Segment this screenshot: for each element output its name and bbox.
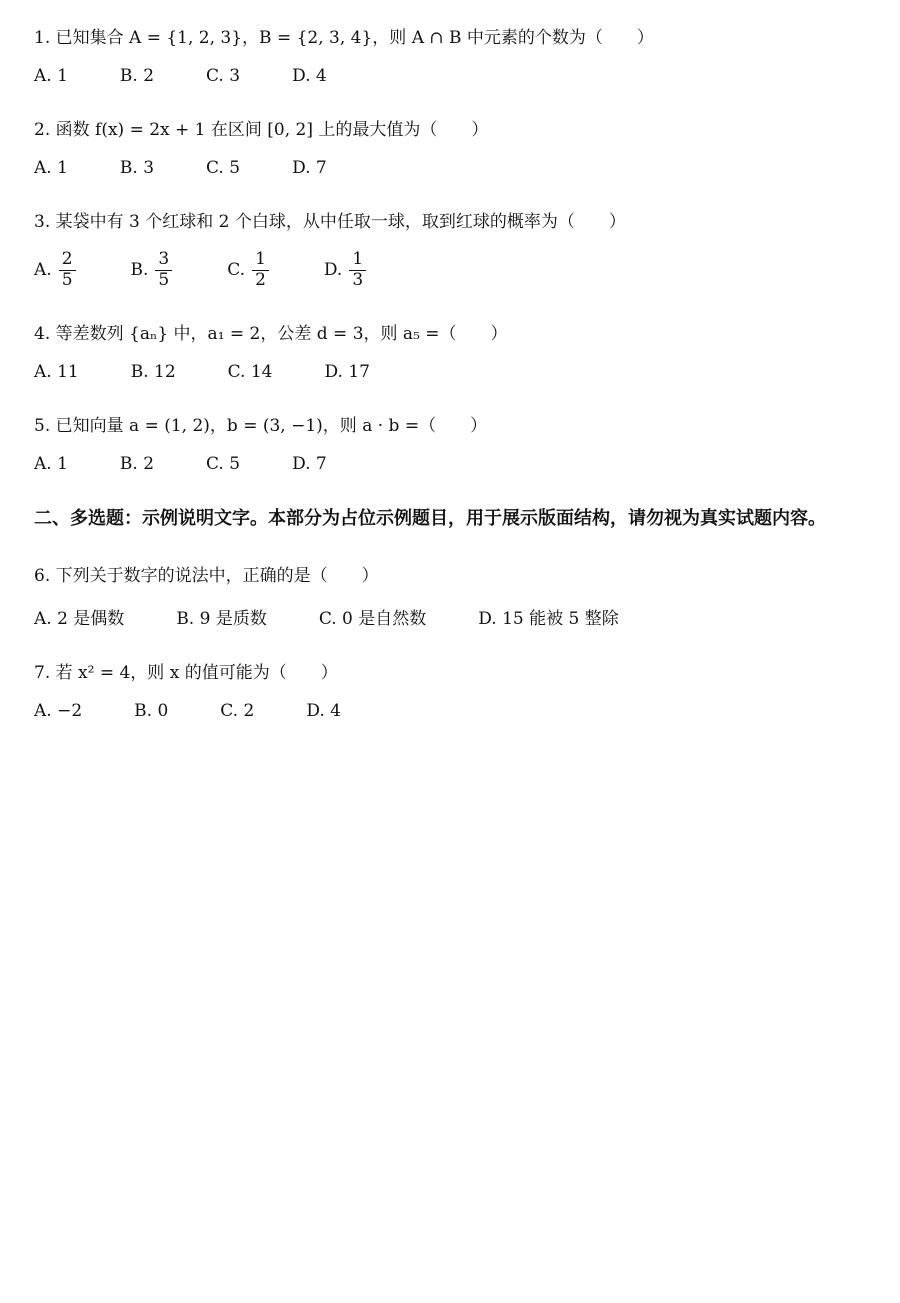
denominator: 5	[61, 269, 73, 290]
option-d: D. 7	[292, 158, 327, 178]
option-d: D. 7	[292, 454, 327, 475]
option-a: A. 2 是偶数	[34, 609, 125, 630]
question-7-options	[34, 701, 866, 721]
option-b: B. 3	[119, 158, 155, 178]
question-2-options	[34, 158, 866, 178]
option-a: A. 1	[34, 454, 68, 475]
question-5-options	[34, 454, 866, 474]
option-b: B. 9 是质数	[176, 609, 267, 630]
option-d: D. 4	[292, 66, 327, 86]
question-7	[34, 655, 866, 721]
option-c: C. 0 是自然数	[318, 609, 427, 630]
denominator: 2	[255, 269, 266, 290]
option-c: C. 14	[227, 362, 273, 383]
numerator: 2	[59, 250, 76, 271]
option-label: C.	[227, 260, 246, 281]
option-a: A. 1	[34, 66, 68, 86]
option-c: C. 5	[206, 454, 241, 475]
option-a: A. 11	[34, 362, 79, 383]
question-5-stem: 5. 已知向量 a = (1, 2)，b = (3, −1)，则 a · b =（ ）	[34, 416, 488, 437]
question-6	[34, 558, 866, 629]
denominator: 5	[158, 269, 170, 290]
option-d: D. 4	[306, 701, 341, 722]
option-a: A. 1	[34, 158, 68, 178]
numerator: 1	[252, 250, 269, 271]
question-6-stem: 6. 下列关于数字的说法中，正确的是（ ）	[34, 566, 379, 587]
section-heading: 二、多选题：示例说明文字。本部分为占位示例题目，用于展示版面结构，请勿视为真实试题内容。	[34, 508, 826, 530]
option-b: B. 2	[119, 454, 155, 475]
numerator: 3	[155, 250, 172, 271]
question-5	[34, 408, 866, 474]
option-d: D. 17	[324, 362, 370, 383]
option-d: D. 15 能被 5 整除	[478, 609, 619, 630]
option-c	[227, 250, 272, 290]
option-c: C. 2	[220, 701, 255, 722]
option-b: B. 0	[134, 701, 169, 722]
question-2	[34, 112, 866, 178]
option-label: B.	[130, 260, 149, 281]
numerator: 1	[349, 250, 366, 271]
option-b	[131, 250, 176, 290]
question-6-options	[34, 604, 866, 629]
question-4	[34, 316, 866, 382]
option-b: B. 2	[119, 66, 155, 86]
fraction	[155, 250, 172, 290]
question-7-stem: 7. 若 x² = 4，则 x 的值可能为（ ）	[34, 663, 338, 684]
fraction	[59, 250, 76, 290]
question-3-stem: 3. 某袋中有 3 个红球和 2 个白球，从中任取一球，取到红球的概率为（ ）	[34, 212, 626, 232]
question-3	[34, 204, 866, 290]
question-3-options	[34, 250, 866, 290]
denominator: 3	[352, 269, 364, 290]
question-4-stem: 4. 等差数列 {aₙ} 中，a₁ = 2，公差 d = 3，则 a₅ =（ ）	[34, 324, 508, 345]
fraction	[252, 250, 269, 290]
question-4-options	[34, 362, 866, 382]
question-1-options	[34, 66, 866, 86]
question-1	[34, 20, 866, 86]
option-a: A. −2	[34, 701, 83, 722]
option-b: B. 12	[130, 362, 176, 383]
option-label: A.	[34, 260, 52, 281]
question-1-stem: 1. 已知集合 A = {1, 2, 3}，B = {2, 3, 4}，则 A ∩ B 中元素的个数为（ ）	[34, 28, 654, 48]
option-c: C. 5	[206, 158, 241, 178]
option-label: D.	[323, 260, 343, 281]
question-2-stem: 2. 函数 f(x) = 2x + 1 在区间 [0, 2] 上的最大值为（ ）	[34, 120, 489, 140]
option-a	[34, 250, 79, 290]
option-d	[324, 250, 369, 290]
fraction	[349, 250, 366, 290]
option-c: C. 3	[206, 66, 241, 86]
